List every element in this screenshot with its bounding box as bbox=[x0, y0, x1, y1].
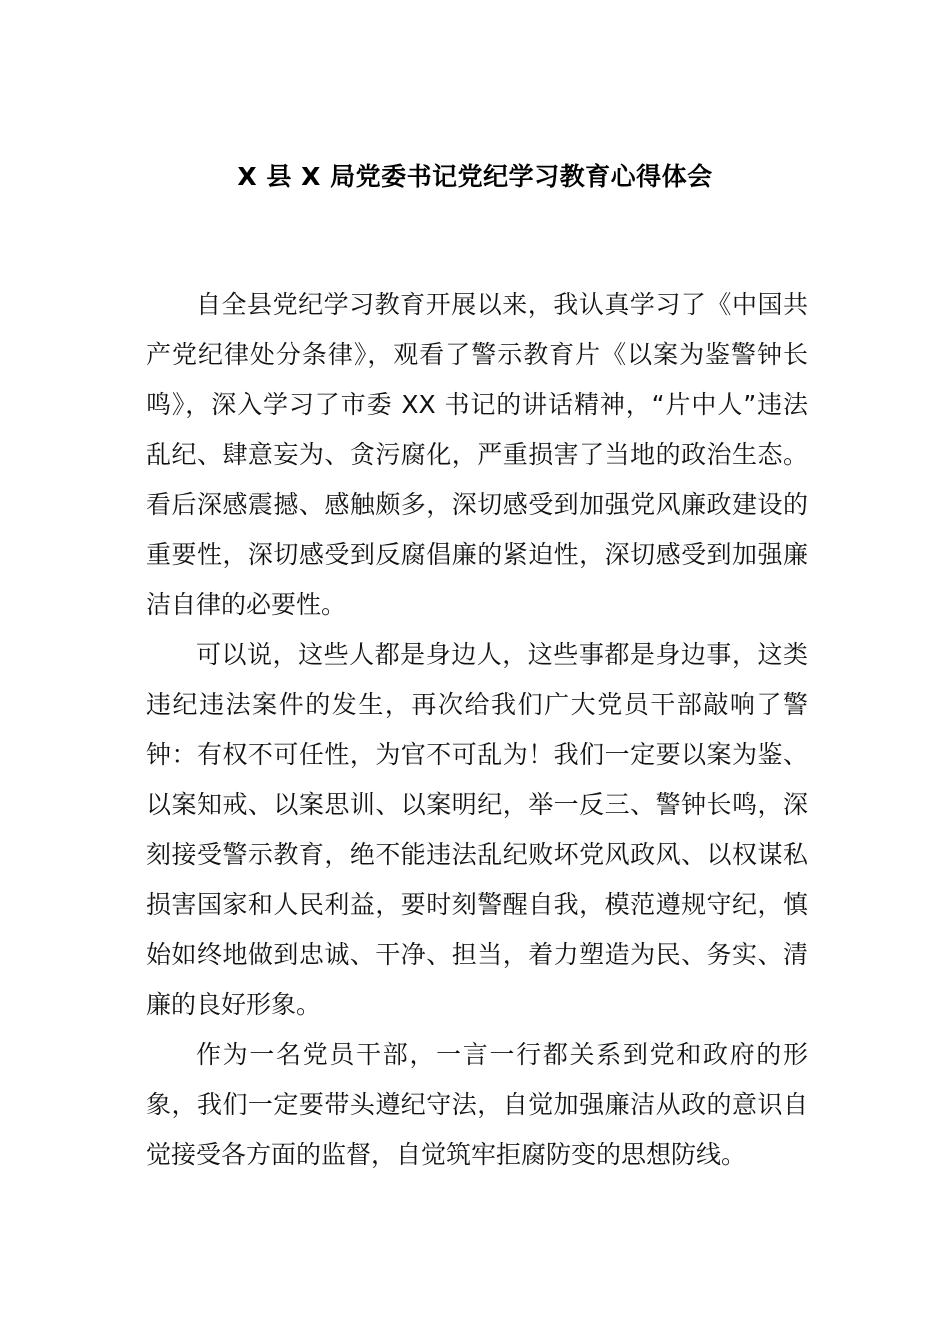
paragraph-2: 可以说，这些人都是身边人，这些事都是身边事，这类违纪违法案件的发生，再次给我们广大党员干部敲响了警钟：有权不可任性，为官不可乱为！我们一定要以案为鉴、以案知戒、以案思训、以案明纪，举一反三、警钟长鸣，深刻接受警示教育，绝不能违法乱纪败坏党风政风、以权谋私损害国家和人民利益，要时刻警醒自我，模范遵规守纪，慎始如终地做到忠诚、干净、担当，着力塑造为民、务实、清廉的良好形象。 bbox=[146, 640, 808, 1019]
paragraph-1: 自全县党纪学习教育开展以来，我认真学习了《中国共产党纪律处分条律》，观看了警示教育片《以案为鉴警钟长鸣》，深入学习了市委 XX 书记的讲话精神，“片中人”违法乱纪、肆意妄为、贪污腐化，严重损害了当地的政治生态。看后深感震撼、感触颇多，深切感受到加强党风廉政建设的重要性，深切感受到反腐倡廉的紧迫性，深切感受到加强廉洁自律的必要性。 bbox=[146, 290, 808, 619]
document-body bbox=[146, 280, 808, 1180]
paragraph-3: 作为一名党员干部，一言一行都关系到党和政府的形象，我们一定要带头遵纪守法，自觉加强廉洁从政的意识自觉接受各方面的监督，自觉筑牢拒腐防变的思想防线。 bbox=[146, 1040, 808, 1169]
document-title: X 县 X 局党委书记党纪学习教育心得体会 bbox=[237, 162, 713, 191]
